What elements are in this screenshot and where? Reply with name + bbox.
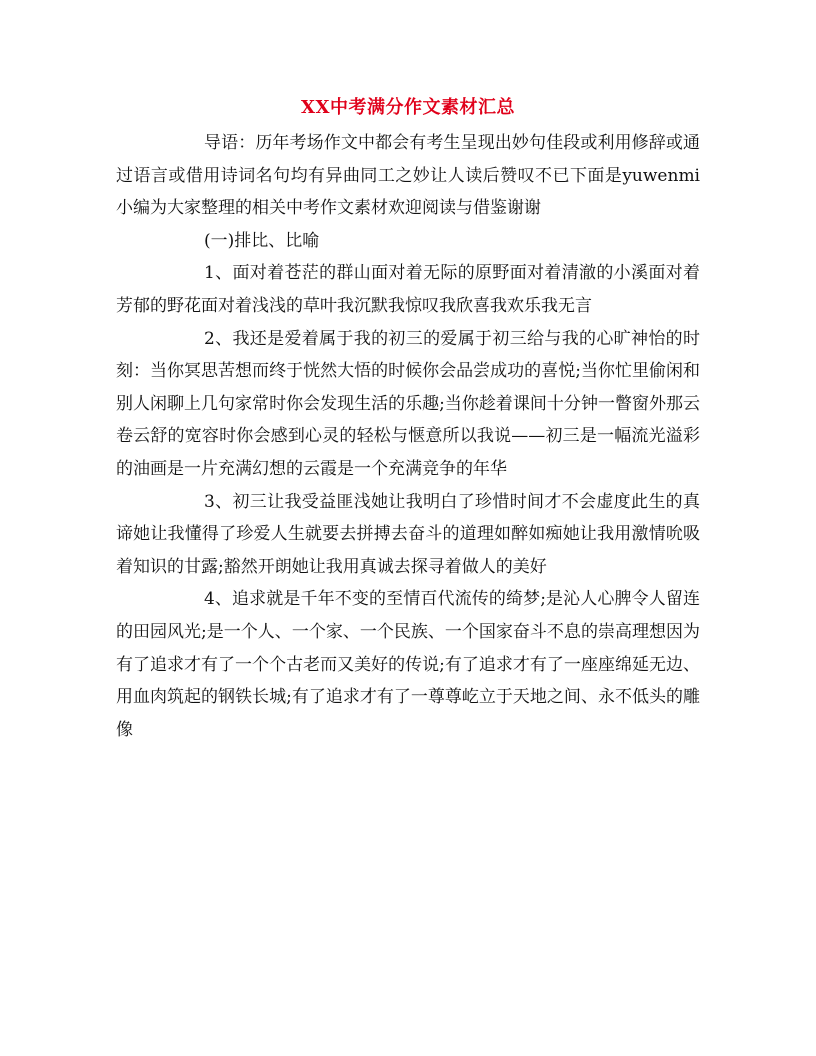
section-heading: (一)排比、比喻 xyxy=(204,230,320,251)
paragraph-3: 3、初三让我受益匪浅她让我明白了珍惜时间才不会虚度此生的真谛她让我懂得了珍爱人生就要去拼搏去奋斗的道理如醉如痴她让我用激情吮吸着知识的甘露;豁然开朗她让我用真诚去探寻着做人的美好 xyxy=(116,491,700,577)
paragraph-1: 1、面对着苍茫的群山面对着无际的原野面对着清澈的小溪面对着芳郁的野花面对着浅浅的草叶我沉默我惊叹我欣喜我欢乐我无言 xyxy=(116,263,700,316)
document-body xyxy=(116,94,700,746)
paragraph-intro: 导语：历年考场作文中都会有考生呈现出妙句佳段或利用修辞或通过语言或借用诗词名句均有异曲同工之妙让人读后赞叹不已下面是yuwenmi小编为大家整理的相关中考作文素材欢迎阅读与借鉴谢谢 xyxy=(116,133,700,219)
paragraph-4: 4、追求就是千年不变的至情百代流传的绮梦;是沁人心脾令人留连的田园风光;是一个人、一个家、一个民族、一个国家奋斗不息的崇高理想因为有了追求才有了一个个古老而又美好的传说;有了追求才有了一座座绵延无边、用血肉筑起的钢铁长城;有了追求才有了一尊尊屹立于天地之间、永不低头的雕像 xyxy=(116,589,700,740)
paragraph-2: 2、我还是爱着属于我的初三的爱属于初三给与我的心旷神怡的时刻：当你冥思苦想而终于恍然大悟的时候你会品尝成功的喜悦;当你忙里偷闲和别人闲聊上几句家常时你会发现生活的乐趣;当你趁着课间十分钟一瞥窗外那云卷云舒的宽容时你会感到心灵的轻松与惬意所以我说——初三是一幅流光溢彩的油画是一片充满幻想的云霞是一个充满竞争的年华 xyxy=(116,328,700,479)
document-title: XX中考满分作文素材汇总 xyxy=(301,97,515,118)
